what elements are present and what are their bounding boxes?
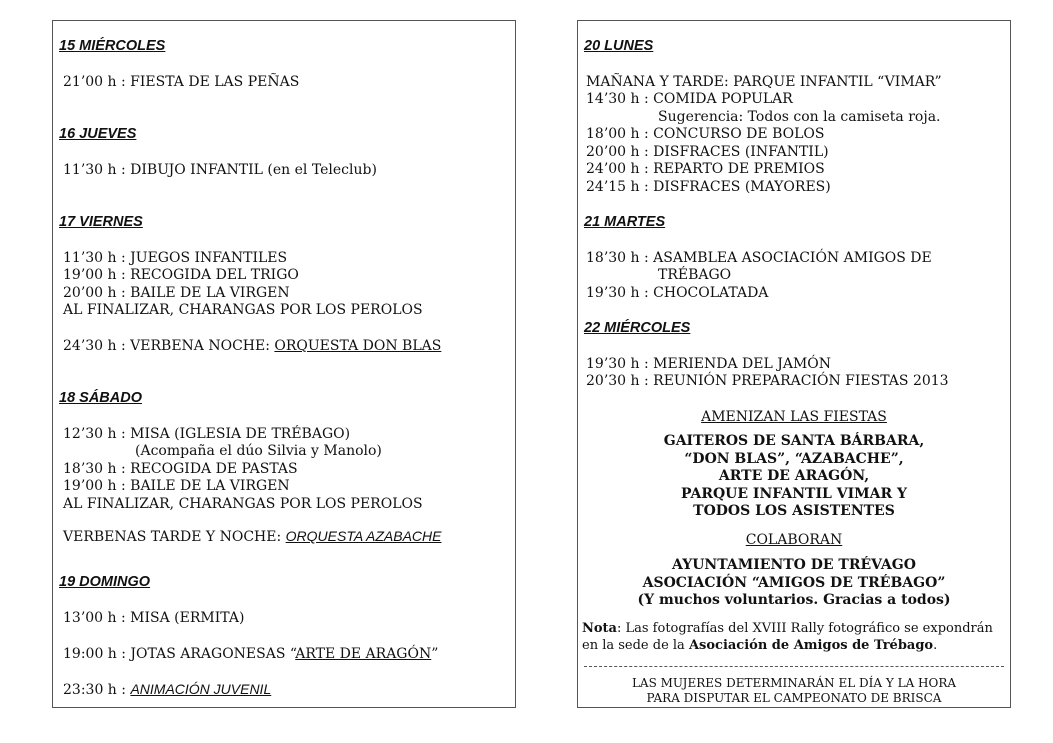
event-line: MAÑANA Y TARDE: PARQUE INFANTIL “VIMAR” (586, 74, 942, 90)
event-line: 23:30 h : ANIMACIÓN JUVENIL (63, 681, 272, 698)
nota-line: Nota: Las fotografías del XVIII Rally fotográfico se expondrán (582, 621, 993, 636)
day-19-heading: 19 DOMINGO (59, 574, 151, 590)
day-15-heading: 15 MIÉRCOLES (59, 38, 166, 54)
event-line: 18’30 h : RECOGIDA DE PASTAS (63, 461, 298, 477)
dashed-divider (584, 666, 1004, 667)
footer-line: PARA DISPUTAR EL CAMPEONATO DE BRISCA (646, 691, 942, 705)
event-line: 20’00 h : BAILE DE LA VIRGEN (63, 285, 290, 301)
sponsor-line: AYUNTAMIENTO DE TRÉVAGO (672, 557, 916, 573)
event-line: 11’30 h : DIBUJO INFANTIL (en el Teleclub) (63, 162, 377, 178)
performer-line: “DON BLAS”, “AZABACHE”, (684, 451, 904, 467)
sponsor-line: ASOCIACIÓN “AMIGOS DE TRÉBAGO” (642, 575, 946, 591)
event-line: 20’00 h : DISFRACES (INFANTIL) (586, 144, 829, 160)
band-name: ORQUESTA DON BLAS (274, 338, 442, 354)
performer-line: ARTE DE ARAGÓN, (718, 468, 870, 484)
sponsor-line: (Y muchos voluntarios. Gracias a todos) (637, 592, 951, 608)
event-line: 19’00 h : BAILE DE LA VIRGEN (63, 478, 290, 494)
band-name: ORQUESTA AZABACHE (285, 528, 442, 544)
event-name: ANIMACIÓN JUVENIL (130, 681, 272, 697)
event-line: 24’00 h : REPARTO DE PREMIOS (586, 161, 825, 177)
colaboran-heading: COLABORAN (745, 532, 843, 548)
nota-line: en la sede de la Asociación de Amigos de Trébago. (582, 638, 938, 653)
event-line: 18’30 h : ASAMBLEA ASOCIACIÓN AMIGOS DE (586, 250, 932, 266)
performer-line: PARQUE INFANTIL VIMAR Y (680, 486, 908, 502)
performer-line: TODOS LOS ASISTENTES (693, 503, 895, 519)
day-21-heading: 21 MARTES (584, 214, 666, 230)
event-line: 19:00 h : JOTAS ARAGONESAS “ARTE DE ARAGÓN” (63, 646, 439, 662)
event-line: 21’00 h : FIESTA DE LAS PEÑAS (63, 74, 300, 90)
event-line: 19’00 h : RECOGIDA DEL TRIGO (63, 267, 299, 283)
event-line-continued: TRÉBAGO (658, 267, 732, 283)
group-name: ARTE DE ARAGÓN (295, 646, 432, 662)
event-line: 24’30 h : VERBENA NOCHE: ORQUESTA DON BLAS (63, 338, 442, 354)
event-line: AL FINALIZAR, CHARANGAS POR LOS PEROLOS (63, 496, 423, 512)
footer-line: LAS MUJERES DETERMINARÁN EL DÍA Y LA HORA (631, 676, 957, 690)
event-line: 18’00 h : CONCURSO DE BOLOS (586, 126, 825, 142)
event-line: VERBENAS TARDE Y NOCHE: ORQUESTA AZABACHE (63, 528, 442, 545)
event-line: 11’30 h : JUEGOS INFANTILES (63, 250, 288, 266)
day-16-heading: 16 JUEVES (59, 126, 137, 142)
event-note: Sugerencia: Todos con la camiseta roja. (658, 109, 941, 125)
day-18-heading: 18 SÁBADO (59, 390, 142, 406)
amenizan-heading: AMENIZAN LAS FIESTAS (701, 409, 887, 425)
event-line: 24’15 h : DISFRACES (MAYORES) (586, 179, 831, 195)
event-note: (Acompaña el dúo Silvia y Manolo) (135, 443, 382, 459)
day-20-heading: 20 LUNES (584, 38, 654, 54)
event-line: 20’30 h : REUNIÓN PREPARACIÓN FIESTAS 2013 (586, 373, 949, 389)
right-program-panel (577, 20, 1011, 708)
event-line: AL FINALIZAR, CHARANGAS POR LOS PEROLOS (63, 302, 423, 318)
day-22-heading: 22 MIÉRCOLES (584, 320, 691, 336)
day-17-heading: 17 VIERNES (59, 214, 143, 230)
nota-label: Nota (582, 621, 617, 636)
event-line: 14’30 h : COMIDA POPULAR (586, 91, 793, 107)
association-name: Asociación de Amigos de Trébago (688, 638, 934, 653)
left-program-panel (52, 20, 516, 708)
event-line: 13’00 h : MISA (ERMITA) (63, 610, 245, 626)
performer-line: GAITEROS DE SANTA BÁRBARA, (663, 433, 925, 449)
event-line: 19’30 h : MERIENDA DEL JAMÓN (586, 356, 832, 372)
event-line: 19’30 h : CHOCOLATADA (586, 285, 769, 301)
event-line: 12’30 h : MISA (IGLESIA DE TRÉBAGO) (63, 426, 351, 442)
